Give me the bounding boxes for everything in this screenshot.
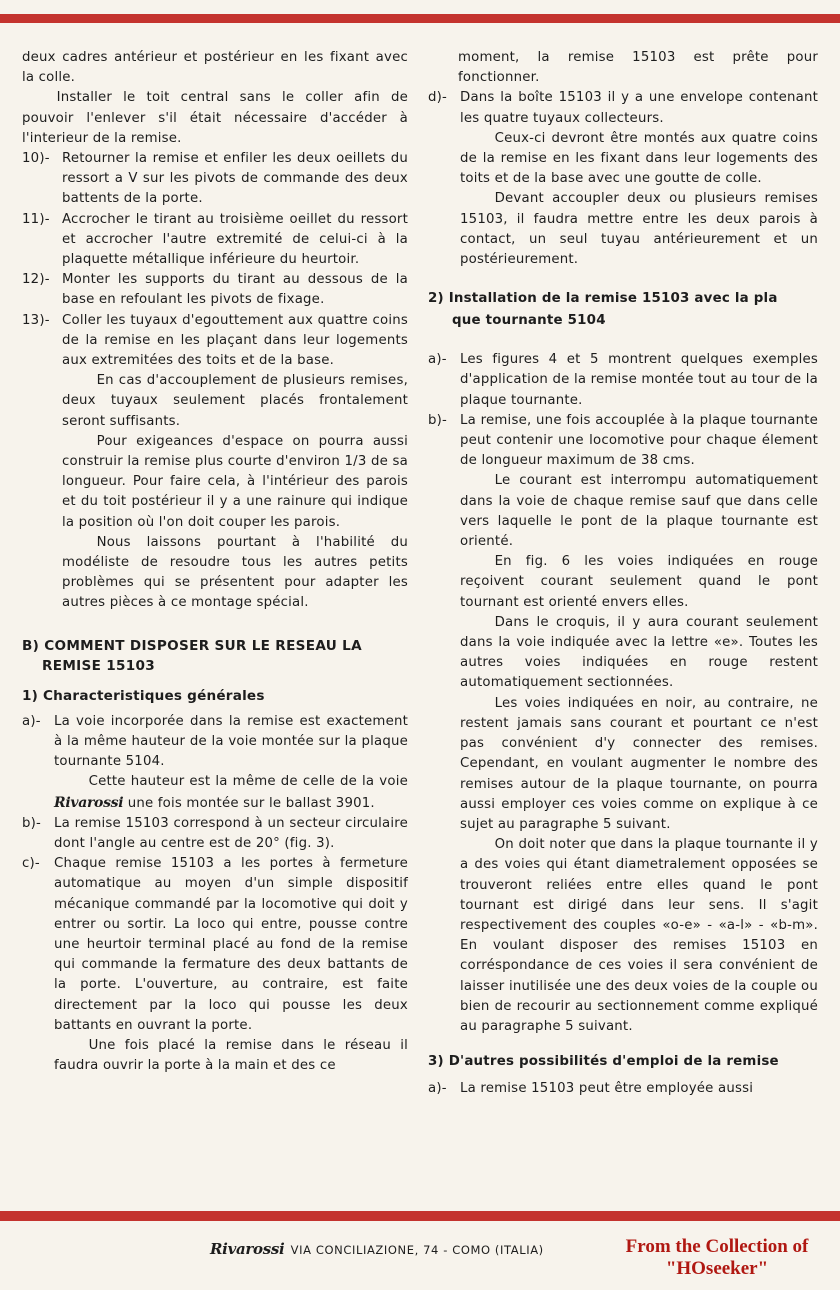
list-item-d xyxy=(428,88,818,128)
stamp-line: From the Collection of xyxy=(625,1236,809,1257)
paragraph: deux cadres antérieur et postérieur en les fixant avec la colle. xyxy=(22,50,408,86)
list-label: 12)- xyxy=(22,272,50,288)
section-heading-b xyxy=(22,636,408,676)
list-text: Retourner la remise et enfiler les deux oeillets du ressort a V sur les pivots de commande des deux battents de la porte. xyxy=(62,151,408,207)
list-label: a)- xyxy=(428,352,447,368)
paragraph: Installer le toit central sans le coller afin de pouvoir l'enlever s'il était nécessaire d'accéder à l'interieur de la remise. xyxy=(22,90,408,146)
list-text: Dans la boîte 15103 il y a une envelope contenant les quatre tuyaux collecteurs. xyxy=(460,90,818,126)
list-label: c)- xyxy=(22,856,40,872)
heading-line: REMISE 15103 xyxy=(42,657,156,674)
list-label: b)- xyxy=(428,412,448,428)
list-item-b xyxy=(428,411,818,472)
paragraph: En cas d'accouplement de plusieurs remises, deux tuyaux seulement placés frontalement seront suffisants. xyxy=(62,373,408,429)
list-text: La voie incorporée dans la remise est exactement à la même hauteur de la voie montée sur la plaque tournante 5104. xyxy=(54,713,408,770)
brand-logo: Rivarossi xyxy=(210,1240,285,1258)
paragraph: Pour exigeances d'espace on pourra aussi construir la remise plus courte d'environ 1/3 de sa longueur. Pour faire cela, à l'intérieur des parois et du toit postérieur il y a une rainure qui indique la position où l'on doit couper les parois. xyxy=(62,433,408,530)
heading-line: que tournante 5104 xyxy=(452,313,606,329)
paragraph: Les voies indiquées en noir, au contraire, ne restent jamais sans courant et pourtant ce n'est pas convénient d'y connecter des remises. Cependant, en voulant augmenter le nombre des remises autour de la plaque tournante, on pourra aussi employer ces voies comme on explique à ce sujet au paragraphe 5 suivant. xyxy=(460,695,818,832)
list-label: b)- xyxy=(22,815,42,831)
list-item-c xyxy=(22,854,408,1036)
list-label: 10)- xyxy=(22,151,50,167)
bottom-red-rule xyxy=(0,1211,840,1221)
paragraph: Une fois placé la remise dans le réseau il faudra ouvrir la porte à la main et des ce xyxy=(54,1037,408,1074)
list-item-b xyxy=(22,814,408,854)
list-item-a xyxy=(428,350,818,411)
list-label: 11)- xyxy=(22,211,50,227)
list-item-11 xyxy=(22,210,408,271)
list-text: Accrocher le tirant au troisième oeillet du ressort et accrocher l'autre extremité de celui-ci à la plaquette métallique inférieure du heurtoir. xyxy=(62,211,408,268)
brand-logo-inline: Rivarossi xyxy=(54,794,124,811)
list-label: a)- xyxy=(22,713,41,729)
paragraph: On doit noter que dans la plaque tournante il y a des voies qui étant diametralement opposées se trouveront reliées entre elles quand le pont tournant est dirigé dans leur sens. Il s'agit respectivement des couples «o-e» - «a-l» - «b-m». En voulant disposer des remises 15103 en corréspondance de ces voies il sera convénient de laisser inutilisée une des deux voies de la couple ou bien de recourir au sectionnement comme expliqué au paragraphe 5 suivant. xyxy=(460,837,818,1034)
list-text: Coller les tuyaux d'egouttement aux quattre coins de la remise en les plaçant dans leur logements aux extremitées des toits et de la base. xyxy=(62,312,408,369)
list-item-13 xyxy=(22,311,408,372)
list-item-12 xyxy=(22,270,408,310)
list-text: La remise 15103 correspond à un secteur circulaire dont l'angle au centre est de 20° (fig. 3). xyxy=(54,815,408,851)
paragraph: En fig. 6 les voies indiquées en rouge reçoivent courant seulement quand le pont tournant est orienté envers elles. xyxy=(460,554,818,610)
list-text: Chaque remise 15103 a les portes à fermeture automatique au moyen d'un simple dispositif mécanique commandé par la locomotive qui doit y entrer ou sortir. La loco qui entre, pousse contre une heurtoir terminal placé au fond de la remise qui commande la fermature des deux battants de la porte. L'ouverture, au contraire, est faite directement par la loco qui pousse les deux battants en ouvrant la porte. xyxy=(54,856,408,1033)
heading-line: 2) Installation de la remise 15103 avec la pla xyxy=(428,291,778,307)
list-text: La remise, une fois accouplée à la plaque tournante peut contenir une locomotive pour chaque élement de longueur maximum de 38 cms. xyxy=(460,412,818,469)
stamp-line: "HOseeker" xyxy=(665,1258,769,1279)
text-run: une fois montée sur le ballast 3901. xyxy=(127,795,375,811)
paragraph: Ceux-ci devront être montés aux quatre coins de la remise en les fixant dans leur logements des toits et de la base avec une goutte de colle. xyxy=(460,130,818,187)
list-text: Monter les supports du tirant au dessous de la base en refoulant les pivots de fixage. xyxy=(62,272,408,308)
paragraph xyxy=(54,772,408,813)
paragraph: moment, la remise 15103 est prête pour fonctionner. xyxy=(458,50,818,86)
heading-line: B) COMMENT DISPOSER SUR LE RESEAU LA xyxy=(22,637,362,654)
list-label: a)- xyxy=(428,1081,447,1097)
list-item-10 xyxy=(22,149,408,210)
footer-address: VIA CONCILIAZIONE, 74 - COMO (ITALIA) xyxy=(290,1243,544,1257)
subsection-heading-3: 3) D'autres possibilités d'emploi de la remise xyxy=(428,1054,779,1070)
paragraph: Nous laissons pourtant à l'habilité du modéliste de resoudre tous les autres petits problèmes qui se présentent pour adapter les autres pièces à ce montage spécial. xyxy=(62,534,408,611)
right-column xyxy=(428,48,818,1099)
footer-imprint xyxy=(210,1240,544,1258)
list-label: 13)- xyxy=(22,312,50,328)
subsection-heading-1: 1) Characteristiques générales xyxy=(22,687,265,704)
text-run: Cette hauteur est la même de celle de la voie xyxy=(88,774,408,790)
left-column xyxy=(22,48,408,1076)
paragraph: Le courant est interrompu automatiquement dans la voie de chaque remise sauf que dans celle vers laquelle le pont de la plaque tournante est orienté. xyxy=(460,473,818,550)
top-red-rule xyxy=(0,14,840,23)
paragraph: Dans le croquis, il y aura courant seulement dans la voie indiquée avec la lettre «e». Toutes les autres voies indiquées en rouge restent automatiquement sectionnées. xyxy=(460,614,818,691)
list-text: Les figures 4 et 5 montrent quelques exemples d'application de la remise montée tout au tour de la plaque tournante. xyxy=(460,352,818,408)
list-item-a xyxy=(22,712,408,773)
paragraph: Devant accoupler deux ou plusieurs remises 15103, il faudra mettre entre les deux parois à contact, un seul tuyau antérieurement et un postérieurement. xyxy=(460,191,818,268)
list-item-a xyxy=(428,1079,818,1099)
list-label: d)- xyxy=(428,90,448,106)
subsection-heading-2 xyxy=(428,288,818,332)
collection-stamp xyxy=(612,1236,822,1280)
list-text: La remise 15103 peut être employée aussi xyxy=(460,1081,754,1097)
